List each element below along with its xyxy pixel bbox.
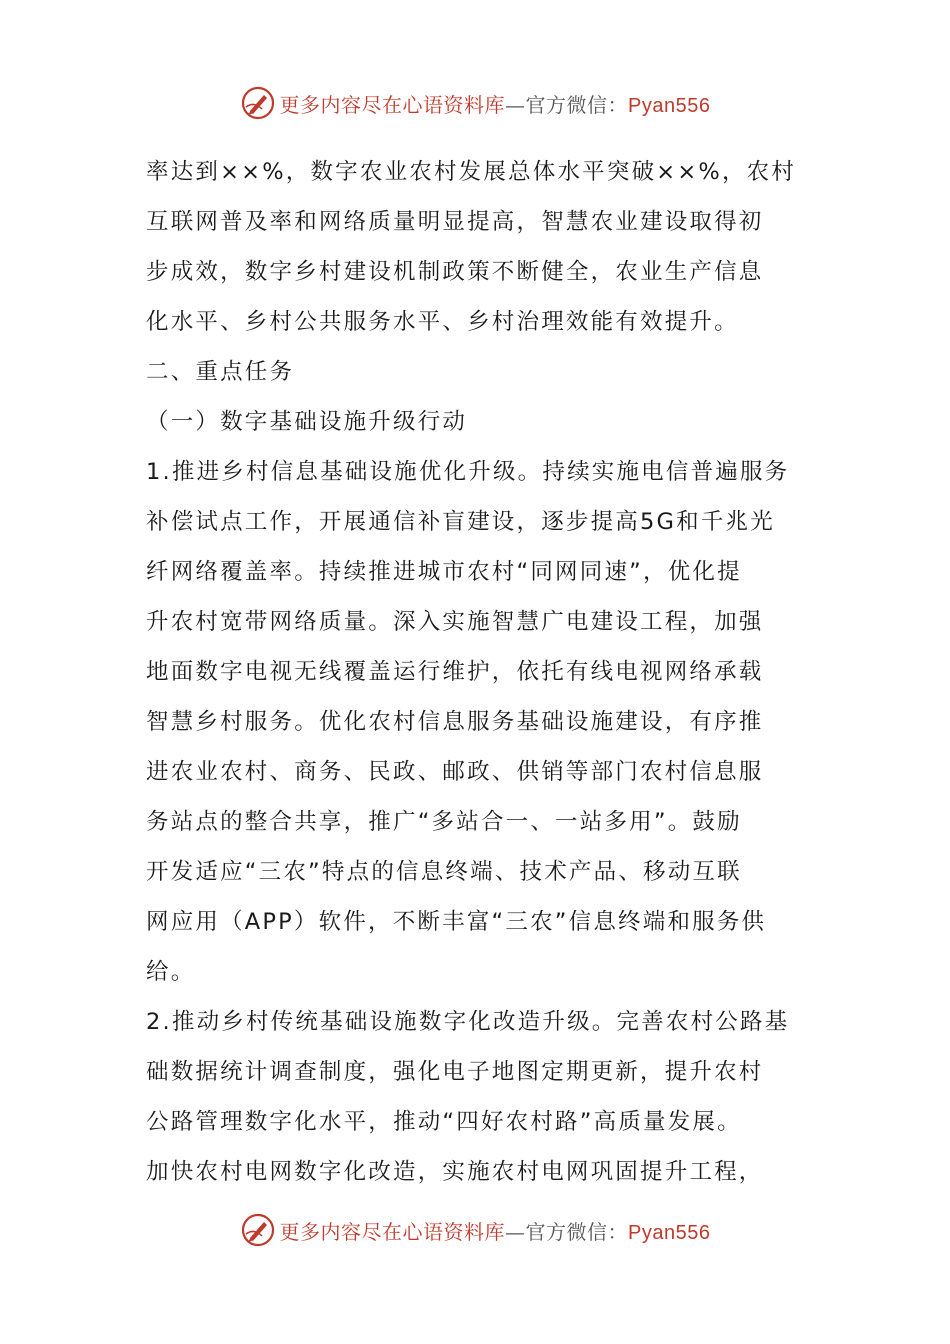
text-line: 1.推进乡村信息基础设施优化升级。持续实施电信普遍服务 [146,459,790,485]
text-line: 步成效，数字乡村建设机制政策不断健全，农业生产信息 [146,259,764,285]
text-line: 纤网络覆盖率。持续推进城市农村“同网同速”，优化提 [146,559,742,585]
subsection-heading: （一）数字基础设施升级行动 [146,409,468,435]
text-line: 智慧乡村服务。优化农村信息服务基础设施建设，有序推 [146,709,764,735]
text-line: 础数据统计调查制度，强化电子地图定期更新，提升农村 [146,1059,764,1085]
text-line: 加快农村电网数字化改造，实施农村电网巩固提升工程， [146,1159,764,1185]
watermark-banner-bottom [0,1210,950,1250]
text-line: 2.推动乡村传统基础设施数字化改造升级。完善农村公路基 [146,1009,790,1035]
text-line: 网应用（APP）软件，不断丰富“三农”信息终端和服务供 [146,909,767,935]
text-line: 化水平、乡村公共服务水平、乡村治理效能有效提升。 [146,309,739,335]
text-line: 升农村宽带网络质量。深入实施智慧广电建设工程，加强 [146,609,764,635]
watermark-text: 更多内容尽在心语资料库—官方微信：Pyan556 [279,92,711,117]
text-line: 互联网普及率和网络质量明显提高，智慧农业建设取得初 [146,209,764,235]
text-line: 务站点的整合共享，推广“多站合一、一站多用”。鼓励 [146,809,742,835]
text-line: 率达到××%，数字农业农村发展总体水平突破××%，农村 [146,159,797,185]
pen-logo-icon [240,85,276,121]
watermark-banner-top [0,83,950,123]
pen-logo-icon [240,1212,276,1248]
text-line: 公路管理数字化水平，推动“四好农村路”高质量发展。 [146,1109,742,1135]
section-heading: 二、重点任务 [146,359,295,385]
text-line: 地面数字电视无线覆盖运行维护，依托有线电视网络承载 [146,659,764,685]
watermark-text: 更多内容尽在心语资料库—官方微信：Pyan556 [279,1219,711,1244]
document-body [146,147,811,1197]
text-line: 补偿试点工作，开展通信补盲建设，逐步提高5G和千兆光 [146,509,775,535]
text-line: 进农业农村、商务、民政、邮政、供销等部门农村信息服 [146,759,764,785]
text-line: 给。 [146,959,196,985]
text-line: 开发适应“三农”特点的信息终端、技术产品、移动互联 [146,859,742,885]
